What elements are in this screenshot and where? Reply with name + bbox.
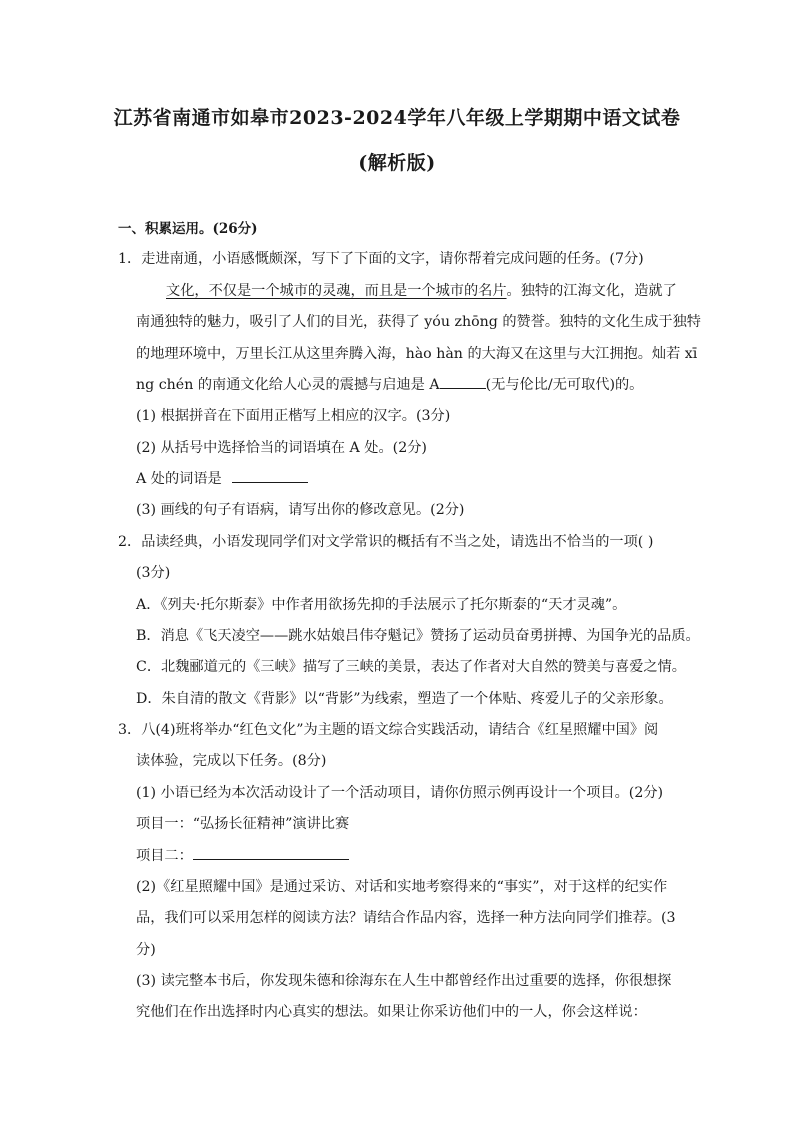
q3-sub-3-line-2: 究他们在作出选择时内心真实的想法。如果让你采访他们中的一人，你会这样说：: [136, 1004, 647, 1020]
q1-passage-line-1: [166, 280, 677, 300]
q3-item-2-blank[interactable]: [193, 858, 349, 860]
q1-passage-line-4: [136, 374, 643, 394]
q1-passage-line-1-rest: 。独特的江海文化，造就了: [506, 283, 677, 299]
doc-subtitle: (解析版): [358, 152, 436, 174]
q3-sub-1: (1) 小语已经为本次活动设计了一个活动项目，请你仿照示例再设计一个项目。(2分): [136, 785, 664, 801]
q3-stem-line-1: 3．八(4)班将举办“红色文化”为主题的语文综合实践活动，请结合《红星照耀中国》阅: [118, 722, 659, 738]
q3-item-1: 项目一：“弘扬长征精神”演讲比赛: [136, 816, 350, 832]
q1-passage-line-3: 的地理环境中，万里长江从这里奔腾入海，hào hàn 的大海又在这里与大江拥抱。灿若 xī: [136, 346, 698, 362]
q1-answer-a-blank[interactable]: [232, 481, 308, 483]
q1-sub-2: (2) 从括号中选择恰当的词语填在 A 处。(2分): [136, 440, 427, 456]
section-heading: 一、积累运用。(26分): [118, 221, 258, 237]
q1-sub-1: (1) 根据拼音在下面用正楷写上相应的汉字。(3分): [136, 408, 451, 424]
q1-blank-a[interactable]: [440, 387, 486, 389]
q1-answer-a-label: A 处的词语是: [136, 471, 222, 487]
q1-passage-line-4-start: ng chén 的南通文化给人心灵的震撼与启迪是 A: [136, 377, 440, 393]
q2-option-a[interactable]: A．《列夫·托尔斯泰》中作者用欲扬先抑的手法展示了托尔斯泰的“天才灵魂”。: [136, 597, 627, 613]
q3-sub-2-line-3: 分): [136, 942, 156, 958]
q1-sub-3: (3) 画线的句子有语病，请写出你的修改意见。(2分): [136, 502, 465, 518]
q1-passage-line-4-end: (无与伦比/无可取代)的。: [485, 377, 644, 393]
q2-option-c[interactable]: C．北魏郦道元的《三峡》描写了三峡的美景，表达了作者对大自然的赞美与喜爱之情。: [136, 659, 686, 675]
q2-stem: 2．品读经典，小语发现同学们对文学常识的概括有不当之处，请选出不恰当的一项( ): [118, 534, 654, 550]
q1-underlined-sentence: 文化，不仅是一个城市的灵魂，而且是一个城市的名片: [166, 283, 507, 299]
q1-stem: 1．走进南通，小语感慨颇深，写下了下面的文字，请你帮着完成问题的任务。(7分): [118, 251, 644, 267]
q3-sub-2-line-2: 品，我们可以采用怎样的阅读方法？请结合作品内容，选择一种方法向同学们推荐。(3: [136, 910, 676, 926]
q3-sub-2-line-1: (2)《红星照耀中国》是通过采访、对话和实地考察得来的“事实”，对于这样的纪实作: [136, 879, 668, 895]
q1-answer-a: [136, 468, 308, 488]
q1-passage-line-2: 南通独特的魅力，吸引了人们的目光，获得了 yóu zhōng 的赞誉。独特的文化生成于独特: [136, 314, 701, 330]
q3-stem-line-2: 读体验，完成以下任务。(8分): [136, 753, 327, 769]
q2-option-b[interactable]: B．消息《飞天凌空——跳水姑娘吕伟夺魁记》赞扬了运动员奋勇拼搏、为国争光的品质。: [136, 628, 700, 644]
q2-option-d[interactable]: D．朱自清的散文《背影》以“背影”为线索，塑造了一个体贴、疼爱儿子的父亲形象。: [136, 691, 673, 707]
q3-sub-3-line-1: (3) 读完整本书后，你发现朱德和徐海东在人生中都曾经作出过重要的选择，你很想探: [136, 973, 672, 989]
q3-item-2: [136, 845, 349, 865]
q2-points: (3分): [136, 565, 171, 581]
doc-title: 江苏省南通市如皋市2023-2024学年八年级上学期期中语文试卷: [113, 107, 681, 129]
q3-item-2-label: 项目二：: [136, 848, 193, 864]
